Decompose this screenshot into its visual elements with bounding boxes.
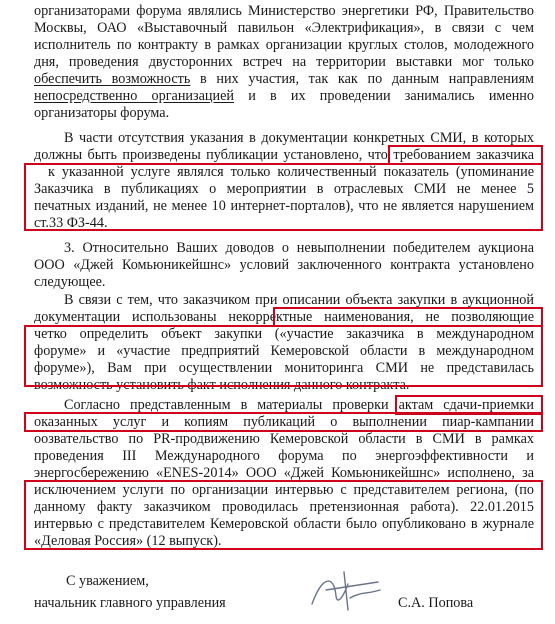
underlined-phrase: непосредственно организацией bbox=[34, 88, 235, 104]
text-line: ст.33 ФЗ-44. bbox=[34, 215, 108, 231]
text-line: Заказчика в публикациях о мероприятии в отраслевых СМИ не менее 5 bbox=[34, 181, 534, 197]
text-line: форуме»), Вам при осуществлении мониторинга СМИ не представилась bbox=[34, 360, 534, 376]
text-line: четко определить объект закупки («участие заказчика в международном bbox=[34, 326, 534, 342]
signer-position: начальник главного управления bbox=[34, 595, 226, 611]
signature-icon bbox=[306, 570, 384, 614]
signer-name: С.А. Попова bbox=[398, 595, 474, 611]
text-line: проведения III Международного форума по энергоэффективности и bbox=[34, 448, 534, 464]
text-line: Москвы, ОАО «Выставочный павильон «Электрификация», в связи с чем bbox=[34, 20, 534, 36]
text-line: энергосбережению «ENES-2014» ООО «Джей Комьюникейшнс» исполнено, за bbox=[34, 465, 534, 481]
text-line: интервью с представителем Кемеровской области было опубликовано в журнале bbox=[34, 516, 534, 532]
text-line: печатных изданий, не менее 10 интернет-порталов), что не является нарушением bbox=[34, 198, 534, 214]
underlined-phrase: обеспечить возможность bbox=[34, 71, 191, 87]
text-line: должны быть произведены публикации установлено, что требованием заказчика bbox=[34, 147, 534, 163]
text-line: оказанных услуг и копиям публикаций о выполнении пиар-кампании bbox=[34, 414, 534, 430]
text-line: организаторы форума. bbox=[34, 105, 170, 121]
text-line: 3. Относительно Ваших доводов о невыполнении победителем аукциона bbox=[64, 240, 534, 256]
text-line: документации использованы некорректные наименования, не позволяющие bbox=[34, 309, 535, 325]
text-line: форуме» и «участие предприятий Кемеровской области в международном bbox=[34, 343, 534, 359]
text-line: следующее. bbox=[34, 274, 106, 290]
text-line: ООО «Джей Комьюникейшнс» условий заключенного контракта установлено bbox=[34, 257, 534, 273]
text-line: «Деловая Россия» (12 выпуск). bbox=[34, 533, 222, 549]
text-line: В части отсутствия указания в документации конкретных СМИ, в которых bbox=[64, 130, 534, 146]
text-line: исполнитель по контракту в рамках организации круглых столов, молодежного bbox=[34, 37, 534, 53]
text-line: В связи с тем, что заказчиком при описании объекта закупки в аукционной bbox=[64, 292, 534, 308]
text-line: обеспечить возможность в них участия, так как по данным направлениям bbox=[34, 71, 534, 87]
text-line: дня, проведения двусторонних встреч на территории выставки мог только bbox=[34, 54, 534, 70]
closing-regards: С уважением, bbox=[66, 573, 149, 589]
text-line: организаторами форума являлись Министерство энергетики РФ, Правительство bbox=[34, 3, 534, 19]
text-line: оозвательство по PR-продвижению Кемеровской области в СМИ в рамках bbox=[34, 431, 534, 447]
text-line: исключением услуги по организации интервью с представителем региона, (по bbox=[34, 482, 534, 498]
text-line: данному факту заказчиком проводилась претензионная работа). 22.01.2015 bbox=[34, 499, 534, 515]
text-line: возможность установить факт исполнения данного контракта. bbox=[34, 377, 410, 393]
text-line: к указанной услуге являлся только количественный показатель (упоминание bbox=[48, 164, 534, 180]
text-line: непосредственно организацией и в их проведении занимались именно bbox=[34, 88, 534, 104]
text-line: Согласно представленным в материалы проверки актам сдачи-приемки bbox=[64, 397, 534, 413]
